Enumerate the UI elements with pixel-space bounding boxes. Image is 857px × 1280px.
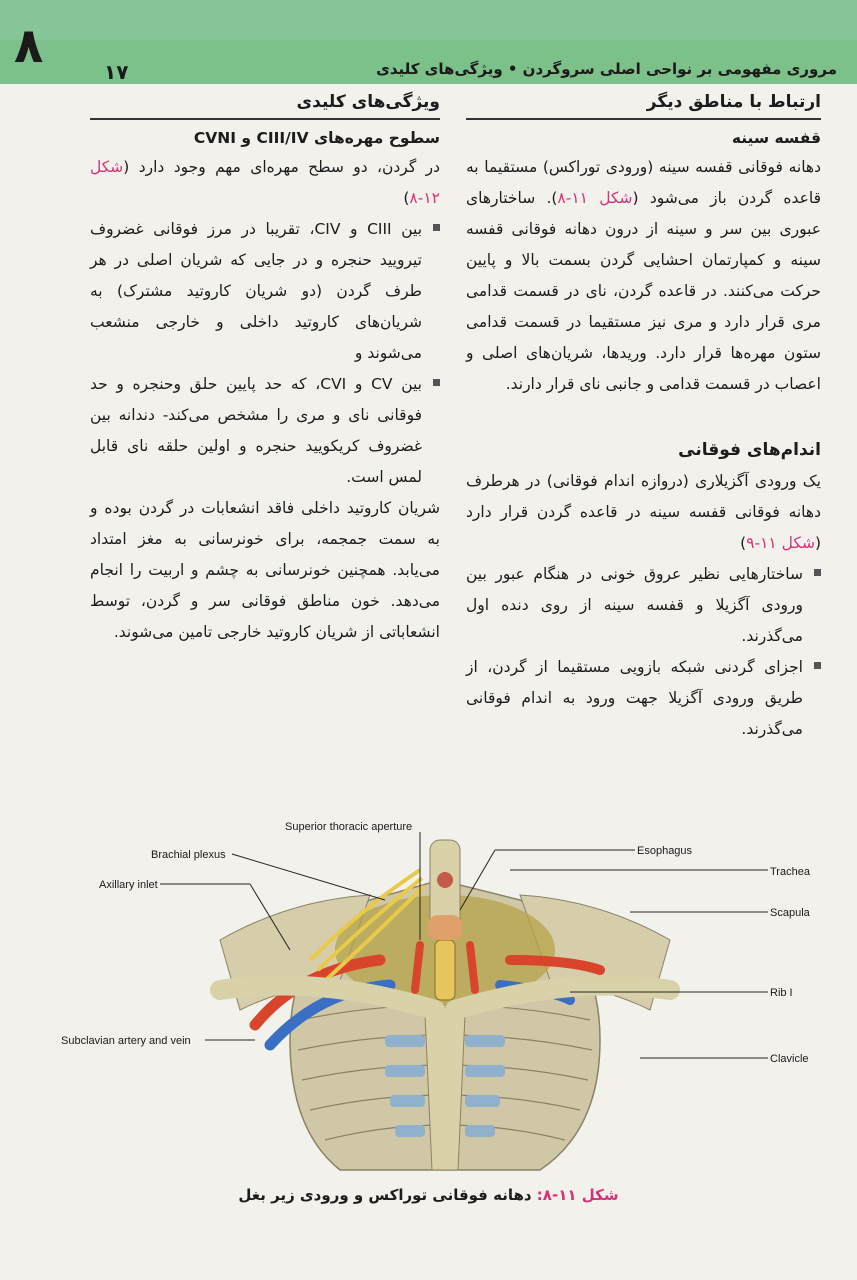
vertebral-levels-title: سطوح مهره‌های CIII/IV و CVNI bbox=[193, 128, 440, 147]
figure-link-11-8[interactable]: شکل ۱۱-۸ bbox=[557, 188, 633, 207]
label-rib-1: Rib I bbox=[770, 987, 793, 999]
esophagus bbox=[428, 915, 462, 940]
list-item: بین CIII و CIV، تقریبا در مرز فوقانی غضروف تیرویید حنجره و در جایی که شریان اصلی در هر طرف گردن (دو شریان کاروتید مشترک) به شریان‌های کاروتید داخلی و خارجی منشعب می‌شوند و bbox=[90, 214, 440, 369]
label-esophagus: Esophagus bbox=[637, 845, 693, 857]
section-rule bbox=[466, 118, 821, 120]
sternum bbox=[425, 1008, 465, 1171]
thoracic-aperture-illustration bbox=[40, 800, 830, 1190]
carotid-paragraph: شریان کاروتید داخلی فاقد انشعابات در گردن بوده و به سمت جمجمه، برای خونرسانی به مغز امتداد می‌یابد. همچنین خونرسانی به چشم و اربیت را انجام می‌دهد. خون مناطق فوقانی سر و گردن، توسط انشعاباتی از شریان کاروتید خارجی تامین می‌شوند. bbox=[90, 498, 440, 641]
section-rule bbox=[90, 118, 440, 120]
running-title: مروری مفهومی بر نواحی اصلی سروگردن • ویژگی‌های کلیدی bbox=[376, 60, 837, 78]
label-brachial-plexus: Brachial plexus bbox=[151, 849, 226, 861]
spinal-cord bbox=[437, 872, 453, 888]
label-scapula: Scapula bbox=[770, 907, 810, 919]
list-item: ساختارهایی نظیر عروق خونی در هنگام عبور بین ورودی آگزیلا و قفسه سینه از روی دنده اول می‌گذرند. bbox=[466, 559, 821, 652]
caption-figure-number: شکل ۱۱-۸: bbox=[536, 1186, 619, 1204]
right-column bbox=[466, 86, 821, 745]
label-trachea: Trachea bbox=[770, 866, 810, 878]
trachea bbox=[435, 940, 455, 1000]
thorax-paragraph: دهانه فوقانی قفسه سینه (ورودی توراکس) مستقیما به قاعده گردن باز می‌شود (شکل ۱۱-۸). ساختارهای عبوری بین سر و سینه از درون دهانه فوقانی قفسه سینه و کمپارتمان احشایی گردن بسمت بالا و پایین حرکت می‌کنند. در قاعده گردن، نای در قسمت قدامی مری قرار دارد و مری نیز مستقیما در قسمت قدامی ستون مهره‌ها قرار دارد. وریدها، شریان‌های اصلی و اعصاب در قسمت قدامی و جانبی نای قرار دارند. bbox=[466, 157, 822, 393]
label-superior-aperture: Superior thoracic aperture bbox=[285, 821, 413, 833]
label-axillary-inlet: Axillary inlet bbox=[99, 879, 158, 891]
page-number: ۱۷ bbox=[104, 60, 129, 84]
list-item: اجزای گردنی شبکه بازویی مستقیما از گردن، از طریق ورودی آگزیلا جهت ورود به اندام فوقانی می‌گذرند. bbox=[466, 652, 821, 745]
section-title-key-features: ویژگی‌های کلیدی bbox=[296, 92, 440, 112]
anatomy-figure bbox=[40, 800, 830, 1190]
chapter-number: ۸ bbox=[14, 18, 44, 74]
intro-paragraph: در گردن، دو سطح مهره‌ای مهم وجود دارد (شکل ۱۲-۸) bbox=[90, 157, 440, 207]
label-clavicle: Clavicle bbox=[770, 1053, 809, 1065]
carotid-left bbox=[415, 945, 420, 990]
limbs-paragraph: یک ورودی آگزیلاری (دروازه اندام فوقانی) در هرطرف دهانه فوقانی قفسه سینه در قاعده گردن قرار دارد (شکل ۱۱-۹) bbox=[466, 471, 821, 552]
figure-link-11-9[interactable]: شکل ۱۱-۹ bbox=[746, 533, 815, 552]
limbs-bullets bbox=[466, 559, 821, 745]
carotid-right bbox=[470, 945, 475, 990]
vertebral-bullets bbox=[90, 214, 440, 493]
caption-text: دهانه فوقانی توراکس و ورودی زیر بغل bbox=[238, 1186, 537, 1204]
label-subclavian: Subclavian artery and vein bbox=[61, 1035, 191, 1047]
thorax-title: قفسه سینه bbox=[731, 128, 821, 147]
figure-link-12-8[interactable]: شکل ۱۲-۸ bbox=[90, 157, 440, 207]
left-column bbox=[90, 86, 440, 648]
list-item: بین CV و CVI، که حد پایین حلق وحنجره و حد فوقانی نای و مری را مشخص می‌کند- دندانه بین غضروف کریکویید حنجره و اولین حلقه نای قابل لمس است. bbox=[90, 369, 440, 493]
limbs-title: اندام‌های فوقانی bbox=[678, 439, 821, 460]
figure-caption bbox=[0, 1186, 857, 1204]
section-title-relations: ارتباط با مناطق دیگر bbox=[646, 92, 821, 112]
